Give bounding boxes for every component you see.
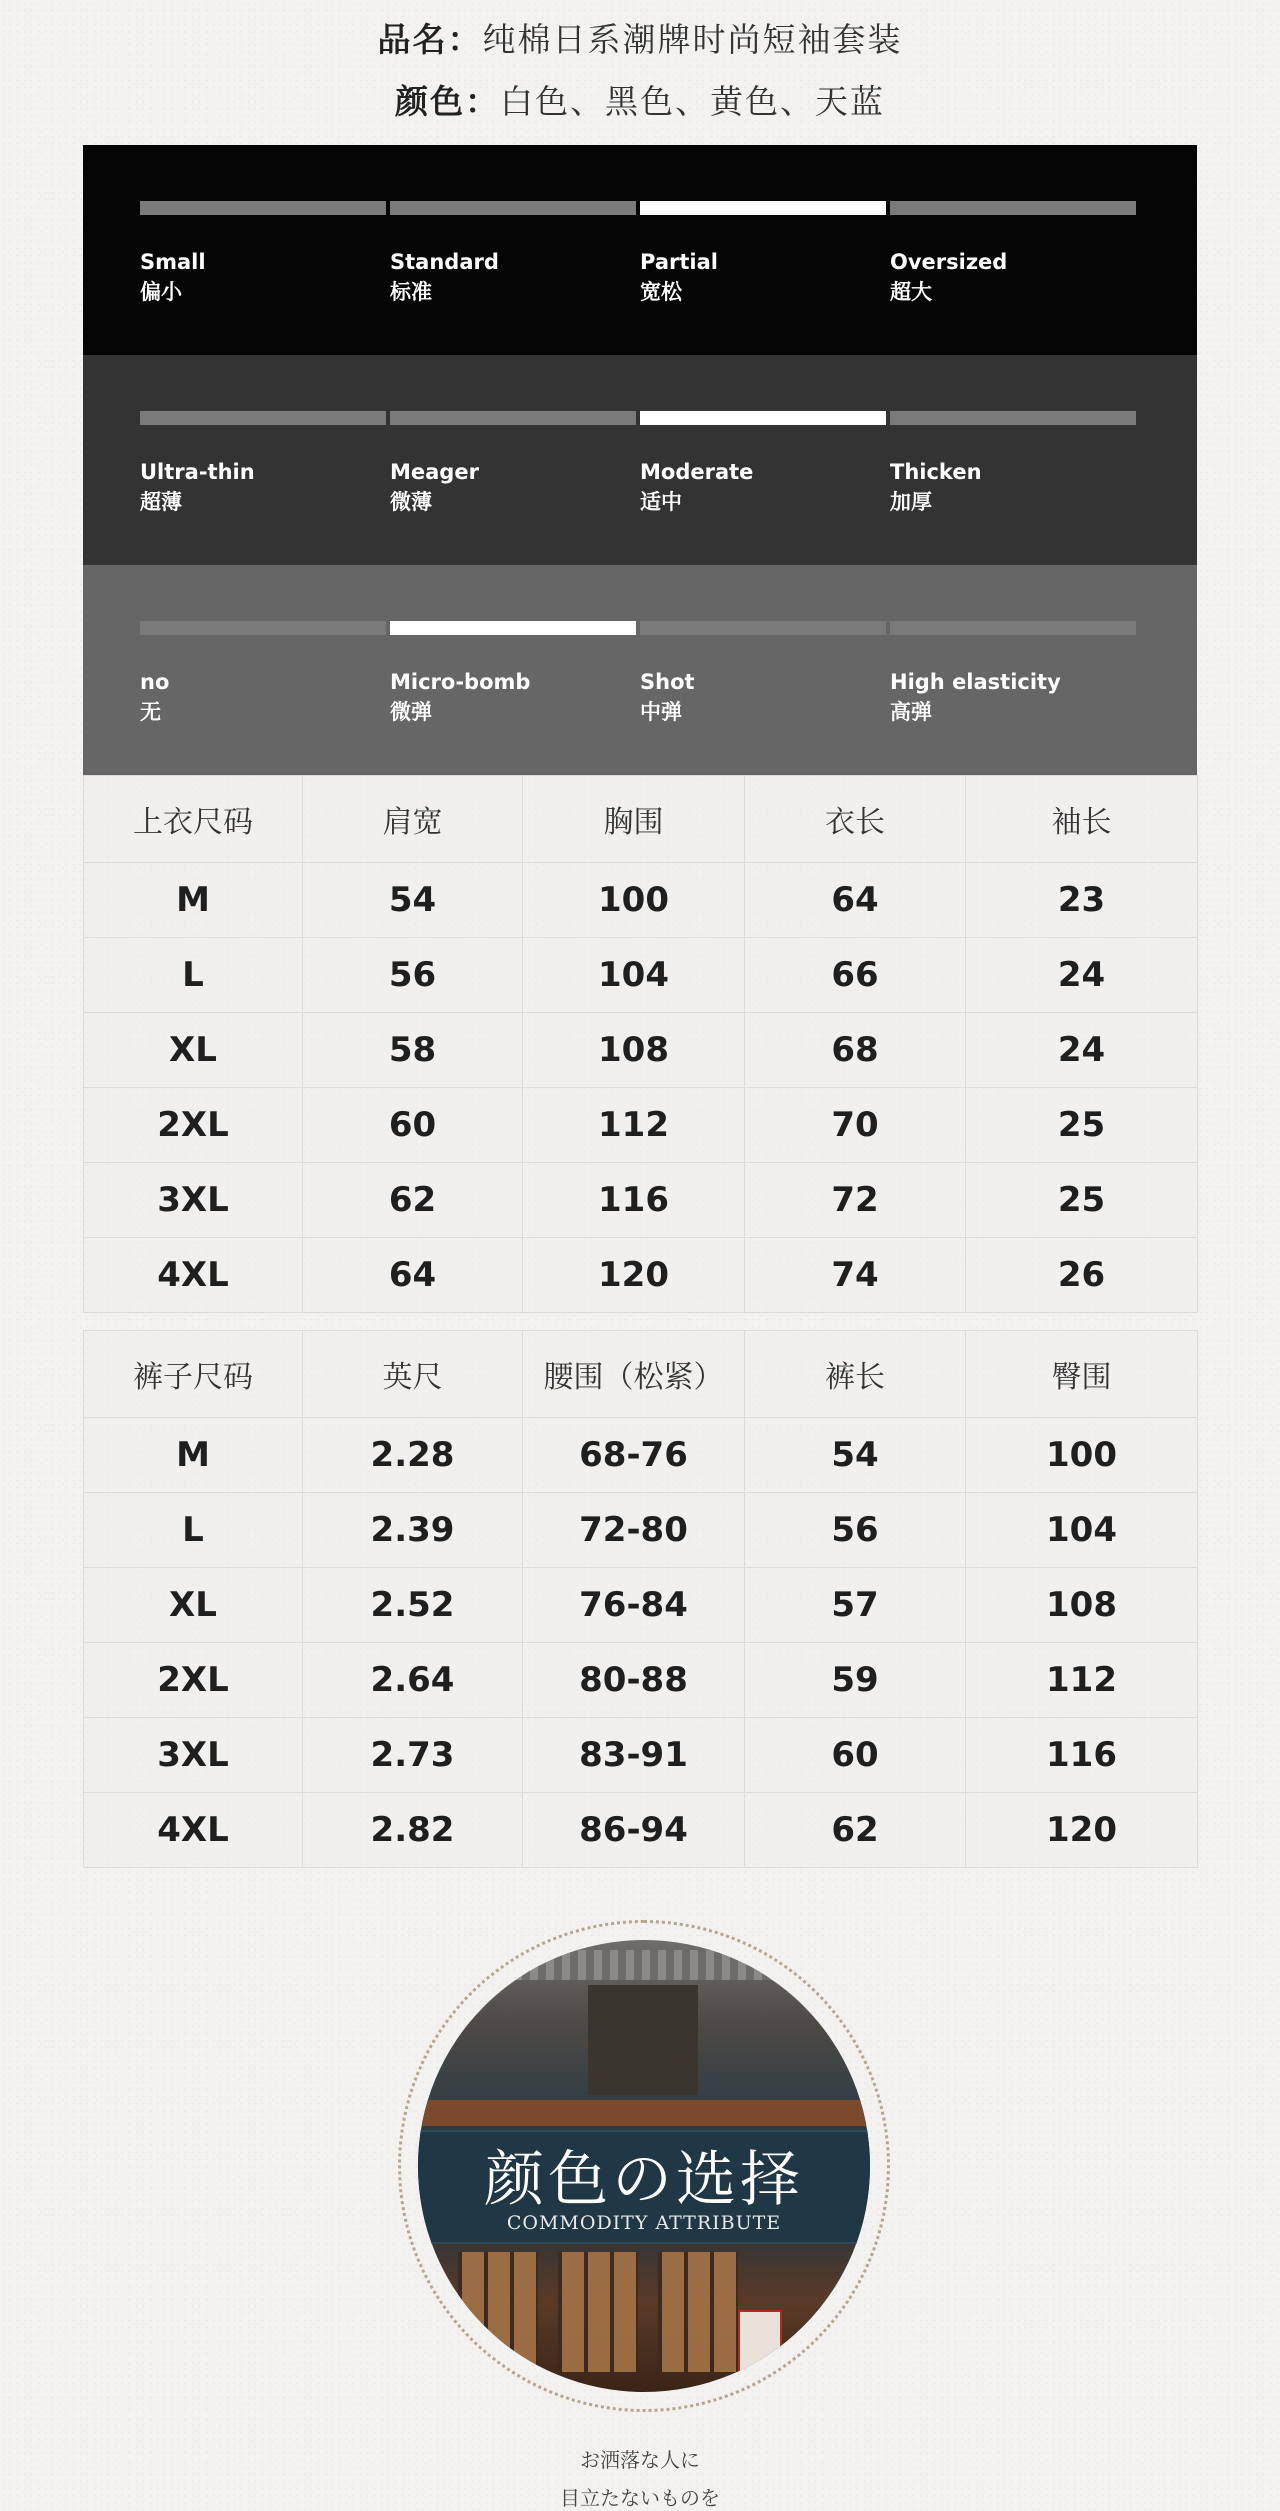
table-cell: 54 <box>745 1418 966 1493</box>
table-row <box>84 1718 1198 1793</box>
table-cell: 104 <box>966 1493 1198 1568</box>
table-cell: 2.82 <box>303 1793 523 1868</box>
table-row <box>84 1568 1198 1643</box>
table-cell: M <box>84 1418 303 1493</box>
elasticity-option-high-elasticity: High elasticity 高弹 <box>890 670 1061 724</box>
header-cell: 裤长 <box>745 1331 966 1418</box>
header-cell: 裤子尺码 <box>84 1331 303 1418</box>
table-cell: 56 <box>303 938 523 1013</box>
wood-beam <box>418 2100 870 2126</box>
header-cell: 肩宽 <box>303 776 523 863</box>
table-row <box>84 863 1198 938</box>
shop-sign <box>588 1985 698 2095</box>
table-cell: 3XL <box>84 1163 303 1238</box>
header-cell: 英尺 <box>303 1331 523 1418</box>
footer-line-1: お洒落な人に <box>580 2448 700 2472</box>
table-cell: 2.28 <box>303 1418 523 1493</box>
top-size-table <box>83 775 1198 1313</box>
table-cell: 26 <box>966 1238 1198 1313</box>
product-name-line <box>0 14 1280 61</box>
table-cell: L <box>84 1493 303 1568</box>
table-cell: 68-76 <box>523 1418 745 1493</box>
table-cell: 24 <box>966 1013 1198 1088</box>
header-cell: 衣长 <box>745 776 966 863</box>
header-cell: 腰围（松紧） <box>523 1331 745 1418</box>
product-color-label: 颜色： <box>395 82 500 121</box>
table-cell: 25 <box>966 1088 1198 1163</box>
table-cell: 59 <box>745 1643 966 1718</box>
section-subtitle: COMMODITY ATTRIBUTE <box>506 2212 782 2234</box>
thickness-bar-2 <box>640 411 886 425</box>
table-cell: 25 <box>966 1163 1198 1238</box>
table-cell: 66 <box>745 938 966 1013</box>
table-cell: 76-84 <box>523 1568 745 1643</box>
table-cell: 4XL <box>84 1238 303 1313</box>
table-header-row <box>84 1331 1198 1418</box>
table-row <box>84 1238 1198 1313</box>
table-row <box>84 1793 1198 1868</box>
fit-option-partial: Partial 宽松 <box>640 250 718 304</box>
table-cell: 64 <box>745 863 966 938</box>
table-cell: 2.73 <box>303 1718 523 1793</box>
table-cell: 57 <box>745 1568 966 1643</box>
lattice-window <box>658 2252 738 2372</box>
table-cell: 120 <box>966 1793 1198 1868</box>
table-row <box>84 1163 1198 1238</box>
table-row <box>84 1418 1198 1493</box>
thickness-option-meager: Meager 微薄 <box>390 460 479 514</box>
table-cell: 108 <box>966 1568 1198 1643</box>
elasticity-option-shot: Shot 中弹 <box>640 670 695 724</box>
footer-line-2: 目立たないものを <box>560 2486 720 2510</box>
table-cell: 4XL <box>84 1793 303 1868</box>
table-row <box>84 1013 1198 1088</box>
lattice-window <box>558 2252 638 2372</box>
elasticity-option-no: no 无 <box>140 670 170 724</box>
product-name-value: 纯棉日系潮牌时尚短袖套装 <box>482 20 903 59</box>
fit-bar-3 <box>890 201 1136 215</box>
header-cell: 袖长 <box>966 776 1198 863</box>
table-cell: 116 <box>966 1718 1198 1793</box>
roof-tiles <box>418 1950 870 1980</box>
table-cell: 104 <box>523 938 745 1013</box>
table-cell: 72 <box>745 1163 966 1238</box>
header-cell: 上衣尺码 <box>84 776 303 863</box>
fit-bar-1 <box>390 201 636 215</box>
pants-size-table <box>83 1330 1198 1868</box>
fit-bar-2 <box>640 201 886 215</box>
table-row <box>84 938 1198 1013</box>
product-color-value: 白色、黑色、黄色、天蓝 <box>500 82 885 121</box>
table-cell: 70 <box>745 1088 966 1163</box>
thickness-bar-3 <box>890 411 1136 425</box>
header-cell: 胸围 <box>523 776 745 863</box>
header-cell: 臀围 <box>966 1331 1198 1418</box>
table-cell: XL <box>84 1013 303 1088</box>
table-cell: 112 <box>523 1088 745 1163</box>
table-cell: 54 <box>303 863 523 938</box>
lattice-window <box>458 2252 538 2372</box>
table-cell: 62 <box>303 1163 523 1238</box>
table-cell: 2XL <box>84 1088 303 1163</box>
table-cell: 72-80 <box>523 1493 745 1568</box>
table-cell: 62 <box>745 1793 966 1868</box>
thickness-option-moderate: Moderate 适中 <box>640 460 754 514</box>
fit-option-oversized: Oversized 超大 <box>890 250 1008 304</box>
fit-option-standard: Standard 标准 <box>390 250 499 304</box>
table-cell: XL <box>84 1568 303 1643</box>
table-cell: 74 <box>745 1238 966 1313</box>
table-cell: 2.52 <box>303 1568 523 1643</box>
table-cell: 23 <box>966 863 1198 938</box>
table-cell: 2.39 <box>303 1493 523 1568</box>
fit-band <box>83 145 1197 355</box>
table-cell: 64 <box>303 1238 523 1313</box>
table-row <box>84 1493 1198 1568</box>
product-name-label: 品名： <box>377 20 483 59</box>
elasticity-option-micro-bomb: Micro-bomb 微弹 <box>390 670 531 724</box>
table-cell: 3XL <box>84 1718 303 1793</box>
table-row <box>84 1088 1198 1163</box>
thickness-band <box>83 355 1197 565</box>
red-poster <box>738 2310 782 2384</box>
elasticity-bar-2 <box>640 621 886 635</box>
table-cell: 83-91 <box>523 1718 745 1793</box>
thickness-option-thicken: Thicken 加厚 <box>890 460 982 514</box>
table-cell: 116 <box>523 1163 745 1238</box>
table-cell: L <box>84 938 303 1013</box>
section-title: 颜色の选择 <box>484 2145 804 2215</box>
fit-bar-0 <box>140 201 386 215</box>
table-cell: 108 <box>523 1013 745 1088</box>
table-cell: 58 <box>303 1013 523 1088</box>
elasticity-bar-1 <box>390 621 636 635</box>
table-cell: 68 <box>745 1013 966 1088</box>
table-cell: 80-88 <box>523 1643 745 1718</box>
thickness-bar-1 <box>390 411 636 425</box>
table-cell: 100 <box>523 863 745 938</box>
table-row <box>84 1643 1198 1718</box>
table-cell: 2XL <box>84 1643 303 1718</box>
thickness-option-ultra-thin: Ultra-thin 超薄 <box>140 460 255 514</box>
fit-option-small: Small 偏小 <box>140 250 206 304</box>
table-cell: 120 <box>523 1238 745 1313</box>
table-cell: 60 <box>745 1718 966 1793</box>
table-cell: 86-94 <box>523 1793 745 1868</box>
table-cell: M <box>84 863 303 938</box>
table-cell: 24 <box>966 938 1198 1013</box>
product-color-line <box>0 76 1280 123</box>
table-header-row <box>84 776 1198 863</box>
table-cell: 112 <box>966 1643 1198 1718</box>
elasticity-band <box>83 565 1197 775</box>
table-cell: 2.64 <box>303 1643 523 1718</box>
table-cell: 56 <box>745 1493 966 1568</box>
table-cell: 60 <box>303 1088 523 1163</box>
elasticity-bar-0 <box>140 621 386 635</box>
thickness-bar-0 <box>140 411 386 425</box>
elasticity-bar-3 <box>890 621 1136 635</box>
table-cell: 100 <box>966 1418 1198 1493</box>
